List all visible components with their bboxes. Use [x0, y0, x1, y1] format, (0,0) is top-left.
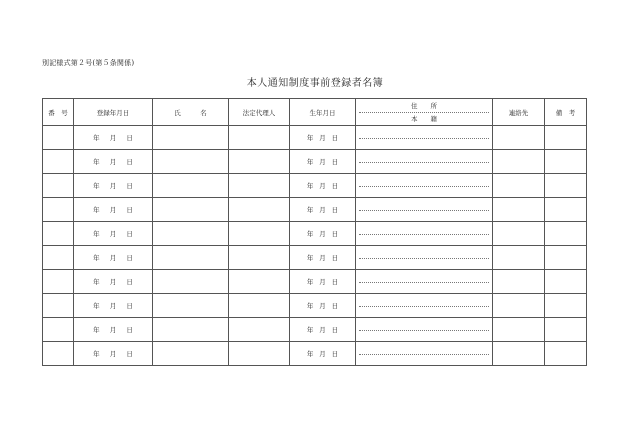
date-units	[74, 229, 152, 238]
cell-remarks[interactable]	[545, 222, 587, 246]
table-body	[43, 126, 587, 366]
header-birth-date: 生年月日	[290, 99, 356, 126]
cell-name[interactable]	[153, 294, 229, 318]
date-unit-year: 年	[306, 134, 314, 142]
date-unit-year: 年	[93, 134, 100, 142]
cell-contact[interactable]	[493, 294, 545, 318]
cell-remarks[interactable]	[545, 126, 587, 150]
date-unit-day: 日	[126, 278, 133, 286]
cell-domicile[interactable]	[356, 138, 492, 150]
cell-registration-date[interactable]	[74, 174, 153, 198]
cell-domicile[interactable]	[356, 258, 492, 270]
date-unit-day: 日	[126, 134, 133, 142]
cell-contact[interactable]	[493, 126, 545, 150]
cell-address[interactable]	[356, 246, 492, 258]
cell-legal-agent[interactable]	[229, 222, 290, 246]
header-remarks: 備 考	[545, 99, 587, 126]
cell-number[interactable]	[43, 150, 74, 174]
cell-address-domicile[interactable]	[356, 270, 493, 294]
cell-remarks[interactable]	[545, 174, 587, 198]
date-unit-month: 月	[109, 206, 117, 214]
cell-legal-agent[interactable]	[229, 174, 290, 198]
cell-number[interactable]	[43, 294, 74, 318]
date-unit-year: 年	[93, 350, 100, 358]
date-units	[74, 277, 152, 286]
cell-birth-date[interactable]	[290, 318, 356, 342]
header-legal-agent: 法定代理人	[229, 99, 290, 126]
cell-birth-date[interactable]	[290, 270, 356, 294]
date-unit-month: 月	[319, 206, 326, 214]
date-unit-year: 年	[93, 182, 100, 190]
date-unit-year: 年	[306, 278, 314, 286]
cell-birth-date[interactable]	[290, 174, 356, 198]
date-unit-month: 月	[319, 230, 326, 238]
cell-remarks[interactable]	[545, 318, 587, 342]
cell-legal-agent[interactable]	[229, 150, 290, 174]
cell-contact[interactable]	[493, 198, 545, 222]
cell-name[interactable]	[153, 222, 229, 246]
cell-birth-date[interactable]	[290, 222, 356, 246]
cell-registration-date[interactable]	[74, 198, 153, 222]
cell-birth-date[interactable]	[290, 294, 356, 318]
date-unit-month: 月	[109, 302, 117, 310]
date-unit-year: 年	[306, 158, 314, 166]
date-unit-year: 年	[306, 350, 314, 358]
header-registration-date: 登録年月日	[74, 99, 153, 126]
date-unit-day: 日	[331, 326, 339, 334]
table-row	[43, 150, 587, 174]
date-units	[74, 133, 152, 142]
date-unit-day: 日	[126, 206, 133, 214]
date-unit-month: 月	[109, 230, 117, 238]
table-row	[43, 198, 587, 222]
date-unit-month: 月	[319, 350, 326, 358]
cell-legal-agent[interactable]	[229, 126, 290, 150]
table-row	[43, 342, 587, 366]
cell-registration-date[interactable]	[74, 318, 153, 342]
cell-number[interactable]	[43, 270, 74, 294]
table-row	[43, 246, 587, 270]
date-units	[290, 277, 355, 286]
cell-address-domicile[interactable]	[356, 198, 493, 222]
date-unit-year: 年	[93, 278, 100, 286]
date-unit-day: 日	[331, 350, 339, 358]
date-unit-day: 日	[331, 254, 339, 262]
cell-domicile[interactable]	[356, 330, 492, 342]
cell-legal-agent[interactable]	[229, 270, 290, 294]
cell-name[interactable]	[153, 318, 229, 342]
cell-legal-agent[interactable]	[229, 246, 290, 270]
cell-address-domicile[interactable]	[356, 150, 493, 174]
table-row	[43, 294, 587, 318]
header-name: 氏 名	[153, 99, 229, 126]
cell-address[interactable]	[356, 294, 492, 306]
cell-address[interactable]	[356, 174, 492, 186]
date-unit-day: 日	[126, 350, 133, 358]
cell-registration-date[interactable]	[74, 246, 153, 270]
cell-number[interactable]	[43, 174, 74, 198]
date-unit-day: 日	[126, 254, 133, 262]
table-row	[43, 270, 587, 294]
cell-registration-date[interactable]	[74, 342, 153, 366]
cell-contact[interactable]	[493, 150, 545, 174]
cell-remarks[interactable]	[545, 198, 587, 222]
date-unit-month: 月	[319, 134, 326, 142]
cell-number[interactable]	[43, 222, 74, 246]
cell-address-domicile[interactable]	[356, 294, 493, 318]
date-unit-day: 日	[126, 230, 133, 238]
date-unit-day: 日	[331, 302, 339, 310]
table-row	[43, 222, 587, 246]
date-unit-year: 年	[93, 230, 100, 238]
date-unit-year: 年	[306, 326, 314, 334]
cell-name[interactable]	[153, 246, 229, 270]
cell-birth-date[interactable]	[290, 126, 356, 150]
cell-number[interactable]	[43, 246, 74, 270]
cell-remarks[interactable]	[545, 270, 587, 294]
date-unit-year: 年	[306, 182, 314, 190]
date-units	[74, 157, 152, 166]
cell-legal-agent[interactable]	[229, 294, 290, 318]
cell-address-domicile[interactable]	[356, 126, 493, 150]
table-row	[43, 318, 587, 342]
cell-address-domicile[interactable]	[356, 222, 493, 246]
cell-address[interactable]	[356, 222, 492, 234]
date-unit-month: 月	[109, 326, 117, 334]
cell-address-domicile[interactable]	[356, 246, 493, 270]
date-unit-year: 年	[93, 158, 100, 166]
cell-birth-date[interactable]	[290, 342, 356, 366]
cell-domicile[interactable]	[356, 234, 492, 246]
cell-remarks[interactable]	[545, 294, 587, 318]
date-unit-day: 日	[331, 230, 339, 238]
date-unit-day: 日	[126, 302, 133, 310]
date-unit-month: 月	[109, 182, 117, 190]
date-unit-year: 年	[93, 254, 100, 262]
header-domicile: 本 籍	[411, 115, 437, 123]
date-units	[74, 325, 152, 334]
date-units	[74, 253, 152, 262]
date-unit-day: 日	[331, 206, 339, 214]
date-unit-day: 日	[126, 326, 133, 334]
date-unit-year: 年	[93, 206, 100, 214]
cell-registration-date[interactable]	[74, 270, 153, 294]
cell-address-domicile[interactable]	[356, 318, 493, 342]
cell-number[interactable]	[43, 198, 74, 222]
cell-legal-agent[interactable]	[229, 342, 290, 366]
date-unit-month: 月	[109, 134, 117, 142]
date-units	[74, 301, 152, 310]
cell-name[interactable]	[153, 342, 229, 366]
cell-address[interactable]	[356, 126, 492, 138]
date-unit-month: 月	[319, 254, 326, 262]
header-address: 住 所	[411, 102, 437, 110]
cell-address[interactable]	[356, 150, 492, 162]
registrant-table	[42, 98, 587, 366]
cell-registration-date[interactable]	[74, 222, 153, 246]
table-row	[43, 174, 587, 198]
date-unit-month: 月	[109, 158, 117, 166]
cell-name[interactable]	[153, 198, 229, 222]
page-title: 本人通知制度事前登録者名簿	[246, 78, 384, 89]
date-unit-year: 年	[306, 254, 314, 262]
date-units	[290, 325, 355, 334]
cell-registration-date[interactable]	[74, 294, 153, 318]
date-unit-month: 月	[319, 158, 326, 166]
date-units	[290, 229, 355, 238]
cell-name[interactable]	[153, 270, 229, 294]
date-units	[290, 181, 355, 190]
date-units	[290, 205, 355, 214]
cell-name[interactable]	[153, 126, 229, 150]
cell-contact[interactable]	[493, 246, 545, 270]
cell-contact[interactable]	[493, 222, 545, 246]
date-unit-day: 日	[331, 134, 339, 142]
cell-remarks[interactable]	[545, 150, 587, 174]
date-units	[290, 301, 355, 310]
cell-remarks[interactable]	[545, 246, 587, 270]
header-number: 番 号	[43, 99, 74, 126]
cell-remarks[interactable]	[545, 342, 587, 366]
cell-number[interactable]	[43, 126, 74, 150]
date-unit-month: 月	[319, 182, 326, 190]
date-unit-month: 月	[319, 326, 326, 334]
date-unit-day: 日	[331, 278, 339, 286]
date-unit-year: 年	[306, 302, 314, 310]
header-contact: 連絡先	[493, 99, 545, 126]
cell-address[interactable]	[356, 270, 492, 282]
date-unit-month: 月	[319, 278, 326, 286]
cell-address[interactable]	[356, 342, 492, 354]
date-units	[74, 181, 152, 190]
cell-address[interactable]	[356, 318, 492, 330]
date-unit-year: 年	[93, 326, 100, 334]
date-unit-day: 日	[126, 182, 133, 190]
date-unit-day: 日	[126, 158, 133, 166]
cell-address[interactable]	[356, 198, 492, 210]
cell-contact[interactable]	[493, 174, 545, 198]
cell-birth-date[interactable]	[290, 246, 356, 270]
date-unit-day: 日	[331, 182, 339, 190]
date-unit-month: 月	[109, 254, 117, 262]
date-units	[290, 157, 355, 166]
cell-number[interactable]	[43, 318, 74, 342]
cell-birth-date[interactable]	[290, 198, 356, 222]
cell-contact[interactable]	[493, 342, 545, 366]
date-unit-year: 年	[306, 230, 314, 238]
cell-number[interactable]	[43, 342, 74, 366]
cell-domicile[interactable]	[356, 354, 492, 366]
date-units	[290, 133, 355, 142]
date-unit-year: 年	[306, 206, 314, 214]
cell-domicile[interactable]	[356, 162, 492, 174]
cell-name[interactable]	[153, 150, 229, 174]
date-units	[74, 205, 152, 214]
cell-contact[interactable]	[493, 318, 545, 342]
cell-domicile[interactable]	[356, 282, 492, 294]
date-unit-month: 月	[319, 302, 326, 310]
cell-address-domicile[interactable]	[356, 342, 493, 366]
date-units	[290, 349, 355, 358]
header-address-domicile	[356, 99, 493, 126]
date-units	[290, 253, 355, 262]
cell-legal-agent[interactable]	[229, 198, 290, 222]
form-label: 別記様式第２号(第５条関係)	[42, 59, 135, 67]
date-unit-month: 月	[109, 278, 117, 286]
cell-domicile[interactable]	[356, 306, 492, 318]
cell-birth-date[interactable]	[290, 150, 356, 174]
cell-registration-date[interactable]	[74, 150, 153, 174]
date-unit-day: 日	[331, 158, 339, 166]
date-units	[74, 349, 152, 358]
date-unit-month: 月	[109, 350, 117, 358]
cell-domicile[interactable]	[356, 210, 492, 222]
cell-registration-date[interactable]	[74, 126, 153, 150]
cell-name[interactable]	[153, 174, 229, 198]
date-unit-year: 年	[93, 302, 100, 310]
cell-legal-agent[interactable]	[229, 318, 290, 342]
cell-domicile[interactable]	[356, 186, 492, 198]
cell-contact[interactable]	[493, 270, 545, 294]
table-row	[43, 126, 587, 150]
cell-address-domicile[interactable]	[356, 174, 493, 198]
table-header-row	[43, 99, 587, 126]
